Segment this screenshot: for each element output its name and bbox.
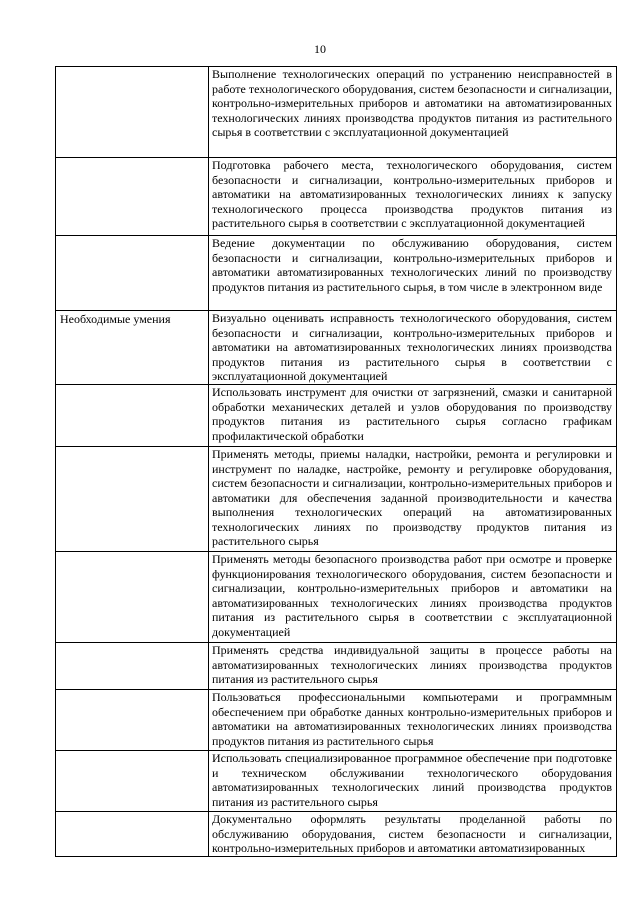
table-text-cell bbox=[209, 67, 617, 158]
table-row bbox=[56, 643, 617, 690]
table-text-cell bbox=[209, 751, 617, 812]
table-row bbox=[56, 236, 617, 311]
row-label bbox=[60, 812, 204, 813]
row-text: Применять средства индивидуальной защиты в процессе работы на автоматизированных технологических линиях производства продуктов питания из растительного сырья bbox=[212, 643, 612, 686]
table-text-cell bbox=[209, 158, 617, 236]
row-text: Выполнение технологических операций по устранению неисправностей в работе технологического оборудования, систем безопасности и сигнализации, контрольно-измерительных приборов и автоматики на автоматизированных технологических линиях производства продуктов питания из растительного сырья в соответствии с эксплуатационной документацией bbox=[212, 67, 612, 139]
table-row bbox=[56, 812, 617, 857]
row-label bbox=[60, 67, 204, 68]
table-row bbox=[56, 690, 617, 751]
table-row bbox=[56, 311, 617, 385]
table-text-cell bbox=[209, 236, 617, 311]
table-label-cell bbox=[56, 643, 209, 690]
table-row bbox=[56, 385, 617, 447]
table-row bbox=[56, 67, 617, 158]
table-row bbox=[56, 552, 617, 643]
table-label-cell bbox=[56, 447, 209, 552]
row-text: Использовать специализированное программное обеспечение при подготовке и техническом обслуживании технологического оборудования автоматизированных технологических линий производства продуктов питания из растительного сырья bbox=[212, 751, 612, 809]
table-row bbox=[56, 447, 617, 552]
row-text: Подготовка рабочего места, технологического оборудования, систем безопасности и сигнализации, контрольно-измерительных приборов и автоматики на автоматизированных технологических линиях к запуску технологического процесса производства продуктов питания из растительного сырья в соответствии с эксплуатационной документацией bbox=[212, 158, 612, 230]
row-text: Ведение документации по обслуживанию оборудования, систем безопасности и сигнализации, контрольно-измерительных приборов и автоматики автоматизированных технологических линий по производству продуктов питания из растительного сырья, в том числе в электронном виде bbox=[212, 236, 612, 294]
table-label-cell bbox=[56, 751, 209, 812]
table-text-cell bbox=[209, 385, 617, 447]
table-text-cell bbox=[209, 643, 617, 690]
row-text: Документально оформлять результаты проделанной работы по обслуживанию оборудования, систем безопасности и сигнализации, контрольно-измерительных приборов и автоматики автоматизированных bbox=[212, 812, 612, 855]
table-label-cell bbox=[56, 552, 209, 643]
row-label bbox=[60, 447, 204, 448]
table-label-cell bbox=[56, 311, 209, 385]
competency-table bbox=[55, 66, 617, 857]
row-text: Использовать инструмент для очистки от загрязнений, смазки и санитарной обработки механических деталей и узлов оборудования по производству продуктов питания из растительного сырья согласно графикам профилактической обработки bbox=[212, 385, 612, 443]
table-text-cell bbox=[209, 447, 617, 552]
row-text: Пользоваться профессиональными компьютерами и программным обеспечением при обработке данных контрольно-измерительных приборов и автоматики на автоматизированных технологических линиях производства продуктов питания из растительного сырья bbox=[212, 690, 612, 748]
row-label: Необходимые умения bbox=[60, 312, 171, 326]
table-text-cell bbox=[209, 812, 617, 857]
page-number: 10 bbox=[314, 42, 326, 56]
table-row bbox=[56, 751, 617, 812]
row-text: Применять методы безопасного производства работ при осмотре и проверке функционирования технологического оборудования, систем безопасности и сигнализации, контрольно-измерительных приборов и автоматики на автоматизированных технологических линиях производства продуктов питания из растительного сырья в соответствии с эксплуатационной документацией bbox=[212, 552, 612, 639]
table-label-cell bbox=[56, 236, 209, 311]
table-label-cell bbox=[56, 812, 209, 857]
row-text: Применять методы, приемы наладки, настройки, ремонта и регулировки и инструмент по наладке, настройке, ремонту и регулировке оборудования, систем безопасности и сигнализации, контрольно-измерительных приборов и автоматики для обеспечения заданной производительности и качества выполнения технологических операций на автоматизированных технологических линиях по производству продуктов питания из растительного сырья bbox=[212, 447, 612, 548]
table-label-cell bbox=[56, 690, 209, 751]
table-label-cell bbox=[56, 385, 209, 447]
table-row bbox=[56, 158, 617, 236]
table-text-cell bbox=[209, 690, 617, 751]
table-label-cell bbox=[56, 158, 209, 236]
table-label-cell bbox=[56, 67, 209, 158]
row-label bbox=[60, 158, 204, 159]
row-label bbox=[60, 385, 204, 386]
row-label bbox=[60, 643, 204, 644]
row-label bbox=[60, 751, 204, 752]
table-text-cell bbox=[209, 552, 617, 643]
table-text-cell bbox=[209, 311, 617, 385]
row-label bbox=[60, 690, 204, 691]
row-label bbox=[60, 552, 204, 553]
row-label bbox=[60, 236, 204, 237]
row-text: Визуально оценивать исправность технологического оборудования, систем безопасности и сигнализации, контрольно-измерительных приборов и автоматики на автоматизированных технологических линиях производства продуктов питания из растительного сырья в соответствии с эксплуатационной документацией bbox=[212, 311, 612, 383]
